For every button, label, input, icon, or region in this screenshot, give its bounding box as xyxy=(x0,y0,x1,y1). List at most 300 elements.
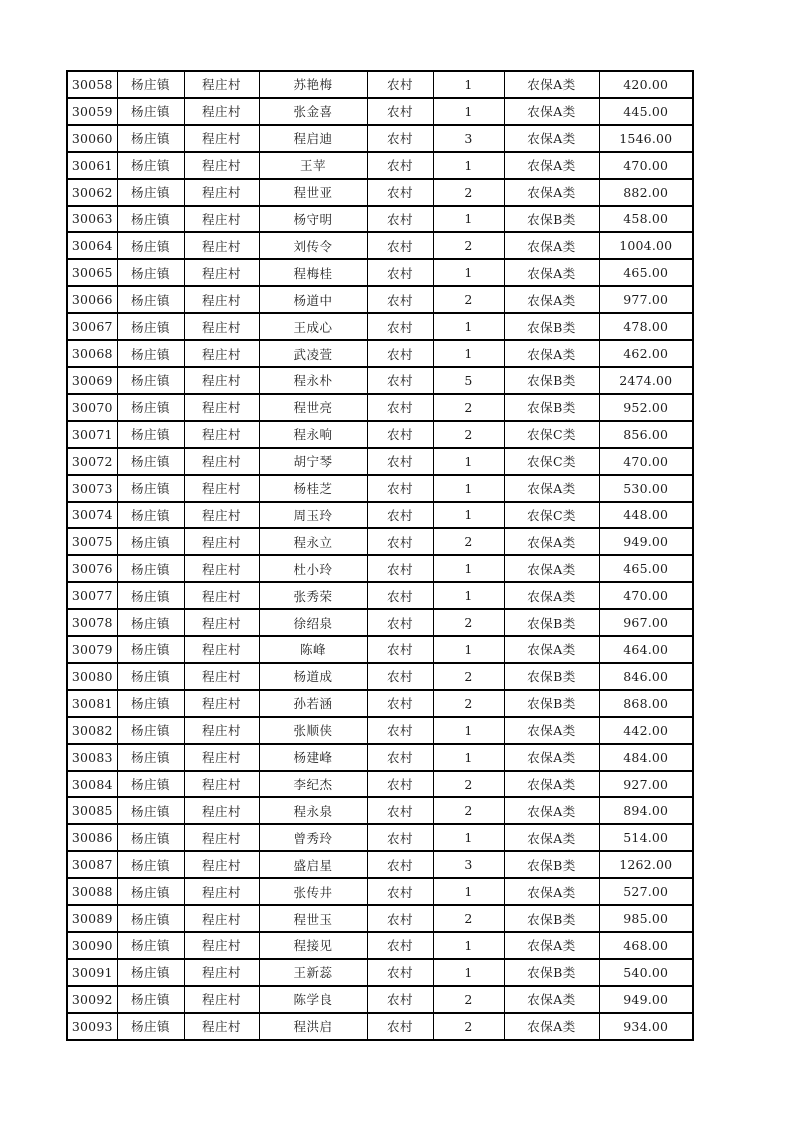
cell-village: 程庄村 xyxy=(184,609,259,636)
cell-person-name: 程启迪 xyxy=(259,125,367,152)
table-row xyxy=(67,690,693,717)
cell-person-count: 1 xyxy=(433,582,504,609)
cell-insurance-category: 农保A类 xyxy=(504,98,599,125)
cell-serial-number: 30091 xyxy=(67,959,117,986)
cell-person-name: 程洪启 xyxy=(259,1013,367,1040)
cell-residence-type: 农村 xyxy=(367,286,433,313)
cell-amount: 468.00 xyxy=(599,932,693,959)
cell-amount: 846.00 xyxy=(599,663,693,690)
cell-serial-number: 30062 xyxy=(67,179,117,206)
cell-serial-number: 30079 xyxy=(67,636,117,663)
cell-person-name: 杜小玲 xyxy=(259,555,367,582)
cell-serial-number: 30068 xyxy=(67,340,117,367)
cell-person-name: 程世亚 xyxy=(259,179,367,206)
cell-residence-type: 农村 xyxy=(367,851,433,878)
cell-residence-type: 农村 xyxy=(367,690,433,717)
cell-serial-number: 30069 xyxy=(67,367,117,394)
cell-village: 程庄村 xyxy=(184,986,259,1013)
cell-person-name: 程梅桂 xyxy=(259,259,367,286)
cell-residence-type: 农村 xyxy=(367,797,433,824)
cell-amount: 442.00 xyxy=(599,717,693,744)
cell-village: 程庄村 xyxy=(184,232,259,259)
cell-residence-type: 农村 xyxy=(367,259,433,286)
cell-insurance-category: 农保B类 xyxy=(504,206,599,233)
cell-village: 程庄村 xyxy=(184,690,259,717)
cell-amount: 470.00 xyxy=(599,152,693,179)
cell-village: 程庄村 xyxy=(184,313,259,340)
cell-town: 杨庄镇 xyxy=(117,797,184,824)
cell-town: 杨庄镇 xyxy=(117,232,184,259)
cell-residence-type: 农村 xyxy=(367,502,433,529)
table-row xyxy=(67,152,693,179)
cell-serial-number: 30077 xyxy=(67,582,117,609)
cell-residence-type: 农村 xyxy=(367,367,433,394)
cell-village: 程庄村 xyxy=(184,744,259,771)
cell-amount: 420.00 xyxy=(599,71,693,98)
cell-person-name: 张金喜 xyxy=(259,98,367,125)
cell-village: 程庄村 xyxy=(184,555,259,582)
cell-person-count: 2 xyxy=(433,286,504,313)
cell-residence-type: 农村 xyxy=(367,824,433,851)
cell-person-name: 刘传令 xyxy=(259,232,367,259)
cell-amount: 927.00 xyxy=(599,771,693,798)
cell-residence-type: 农村 xyxy=(367,179,433,206)
cell-person-count: 2 xyxy=(433,771,504,798)
cell-amount: 856.00 xyxy=(599,421,693,448)
cell-person-name: 孙若涵 xyxy=(259,690,367,717)
cell-residence-type: 农村 xyxy=(367,394,433,421)
cell-person-count: 1 xyxy=(433,71,504,98)
cell-serial-number: 30088 xyxy=(67,878,117,905)
cell-person-name: 李纪杰 xyxy=(259,771,367,798)
cell-serial-number: 30087 xyxy=(67,851,117,878)
cell-person-name: 杨建峰 xyxy=(259,744,367,771)
cell-amount: 527.00 xyxy=(599,878,693,905)
table-row xyxy=(67,717,693,744)
cell-person-name: 曾秀玲 xyxy=(259,824,367,851)
cell-insurance-category: 农保B类 xyxy=(504,367,599,394)
cell-person-count: 2 xyxy=(433,394,504,421)
cell-town: 杨庄镇 xyxy=(117,663,184,690)
table-row xyxy=(67,367,693,394)
cell-town: 杨庄镇 xyxy=(117,259,184,286)
cell-residence-type: 农村 xyxy=(367,1013,433,1040)
table-row xyxy=(67,475,693,502)
table-body xyxy=(67,71,693,1040)
cell-amount: 465.00 xyxy=(599,259,693,286)
cell-amount: 977.00 xyxy=(599,286,693,313)
cell-person-count: 2 xyxy=(433,663,504,690)
cell-insurance-category: 农保C类 xyxy=(504,448,599,475)
cell-person-count: 1 xyxy=(433,502,504,529)
table-row xyxy=(67,232,693,259)
cell-person-name: 程永立 xyxy=(259,528,367,555)
table-row xyxy=(67,71,693,98)
cell-serial-number: 30065 xyxy=(67,259,117,286)
cell-person-name: 徐绍泉 xyxy=(259,609,367,636)
cell-person-count: 2 xyxy=(433,986,504,1013)
cell-residence-type: 农村 xyxy=(367,932,433,959)
cell-amount: 514.00 xyxy=(599,824,693,851)
cell-person-count: 1 xyxy=(433,448,504,475)
cell-amount: 478.00 xyxy=(599,313,693,340)
cell-village: 程庄村 xyxy=(184,367,259,394)
cell-town: 杨庄镇 xyxy=(117,528,184,555)
table-row xyxy=(67,771,693,798)
cell-amount: 1262.00 xyxy=(599,851,693,878)
cell-person-count: 1 xyxy=(433,555,504,582)
cell-residence-type: 农村 xyxy=(367,152,433,179)
cell-serial-number: 30067 xyxy=(67,313,117,340)
table-row xyxy=(67,125,693,152)
cell-serial-number: 30060 xyxy=(67,125,117,152)
cell-insurance-category: 农保B类 xyxy=(504,851,599,878)
cell-town: 杨庄镇 xyxy=(117,152,184,179)
table-row xyxy=(67,905,693,932)
table-row xyxy=(67,932,693,959)
cell-serial-number: 30073 xyxy=(67,475,117,502)
cell-person-count: 1 xyxy=(433,206,504,233)
cell-person-name: 杨道中 xyxy=(259,286,367,313)
cell-town: 杨庄镇 xyxy=(117,179,184,206)
cell-village: 程庄村 xyxy=(184,125,259,152)
cell-insurance-category: 农保A类 xyxy=(504,232,599,259)
cell-town: 杨庄镇 xyxy=(117,824,184,851)
cell-insurance-category: 农保B类 xyxy=(504,609,599,636)
cell-person-count: 2 xyxy=(433,797,504,824)
cell-insurance-category: 农保C类 xyxy=(504,502,599,529)
cell-residence-type: 农村 xyxy=(367,582,433,609)
cell-village: 程庄村 xyxy=(184,259,259,286)
cell-amount: 949.00 xyxy=(599,986,693,1013)
cell-village: 程庄村 xyxy=(184,797,259,824)
cell-insurance-category: 农保A类 xyxy=(504,528,599,555)
cell-serial-number: 30093 xyxy=(67,1013,117,1040)
cell-residence-type: 农村 xyxy=(367,313,433,340)
cell-insurance-category: 农保B类 xyxy=(504,905,599,932)
table-row xyxy=(67,448,693,475)
cell-amount: 985.00 xyxy=(599,905,693,932)
cell-serial-number: 30074 xyxy=(67,502,117,529)
cell-town: 杨庄镇 xyxy=(117,609,184,636)
cell-person-count: 2 xyxy=(433,179,504,206)
cell-town: 杨庄镇 xyxy=(117,959,184,986)
table-row xyxy=(67,824,693,851)
cell-person-name: 王苹 xyxy=(259,152,367,179)
cell-town: 杨庄镇 xyxy=(117,394,184,421)
cell-amount: 464.00 xyxy=(599,636,693,663)
cell-village: 程庄村 xyxy=(184,340,259,367)
cell-person-name: 陈峰 xyxy=(259,636,367,663)
cell-residence-type: 农村 xyxy=(367,663,433,690)
cell-serial-number: 30076 xyxy=(67,555,117,582)
cell-residence-type: 农村 xyxy=(367,905,433,932)
cell-amount: 530.00 xyxy=(599,475,693,502)
table-row xyxy=(67,609,693,636)
cell-amount: 952.00 xyxy=(599,394,693,421)
cell-amount: 934.00 xyxy=(599,1013,693,1040)
cell-insurance-category: 农保A类 xyxy=(504,582,599,609)
cell-person-name: 程永泉 xyxy=(259,797,367,824)
cell-insurance-category: 农保A类 xyxy=(504,986,599,1013)
cell-insurance-category: 农保A类 xyxy=(504,259,599,286)
cell-residence-type: 农村 xyxy=(367,528,433,555)
cell-village: 程庄村 xyxy=(184,771,259,798)
cell-person-name: 周玉玲 xyxy=(259,502,367,529)
cell-town: 杨庄镇 xyxy=(117,878,184,905)
cell-amount: 894.00 xyxy=(599,797,693,824)
cell-village: 程庄村 xyxy=(184,448,259,475)
cell-town: 杨庄镇 xyxy=(117,125,184,152)
cell-village: 程庄村 xyxy=(184,663,259,690)
cell-residence-type: 农村 xyxy=(367,71,433,98)
cell-village: 程庄村 xyxy=(184,179,259,206)
cell-amount: 470.00 xyxy=(599,448,693,475)
cell-person-count: 1 xyxy=(433,744,504,771)
table-row xyxy=(67,986,693,1013)
cell-insurance-category: 农保A类 xyxy=(504,475,599,502)
cell-amount: 462.00 xyxy=(599,340,693,367)
table-row xyxy=(67,582,693,609)
cell-person-name: 盛启星 xyxy=(259,851,367,878)
cell-person-name: 张秀荣 xyxy=(259,582,367,609)
cell-serial-number: 30071 xyxy=(67,421,117,448)
cell-person-count: 3 xyxy=(433,125,504,152)
table-row xyxy=(67,259,693,286)
cell-insurance-category: 农保B类 xyxy=(504,313,599,340)
cell-amount: 448.00 xyxy=(599,502,693,529)
cell-serial-number: 30066 xyxy=(67,286,117,313)
cell-person-name: 苏艳梅 xyxy=(259,71,367,98)
table-row xyxy=(67,340,693,367)
cell-residence-type: 农村 xyxy=(367,717,433,744)
cell-person-name: 王成心 xyxy=(259,313,367,340)
cell-person-count: 2 xyxy=(433,232,504,259)
cell-town: 杨庄镇 xyxy=(117,744,184,771)
cell-residence-type: 农村 xyxy=(367,744,433,771)
cell-person-count: 1 xyxy=(433,259,504,286)
table-row xyxy=(67,206,693,233)
table-row xyxy=(67,555,693,582)
cell-person-name: 陈学良 xyxy=(259,986,367,1013)
cell-person-count: 1 xyxy=(433,475,504,502)
cell-person-count: 3 xyxy=(433,851,504,878)
cell-person-count: 1 xyxy=(433,636,504,663)
cell-village: 程庄村 xyxy=(184,636,259,663)
cell-residence-type: 农村 xyxy=(367,421,433,448)
cell-residence-type: 农村 xyxy=(367,448,433,475)
cell-person-count: 1 xyxy=(433,340,504,367)
table-row xyxy=(67,502,693,529)
cell-serial-number: 30070 xyxy=(67,394,117,421)
cell-village: 程庄村 xyxy=(184,959,259,986)
cell-village: 程庄村 xyxy=(184,502,259,529)
cell-person-count: 2 xyxy=(433,528,504,555)
cell-person-count: 1 xyxy=(433,717,504,744)
cell-serial-number: 30064 xyxy=(67,232,117,259)
table-row xyxy=(67,1013,693,1040)
table-row xyxy=(67,959,693,986)
cell-insurance-category: 农保A类 xyxy=(504,340,599,367)
cell-residence-type: 农村 xyxy=(367,340,433,367)
cell-insurance-category: 农保A类 xyxy=(504,555,599,582)
cell-village: 程庄村 xyxy=(184,528,259,555)
cell-town: 杨庄镇 xyxy=(117,313,184,340)
cell-insurance-category: 农保A类 xyxy=(504,286,599,313)
cell-person-count: 2 xyxy=(433,1013,504,1040)
cell-person-name: 程世亮 xyxy=(259,394,367,421)
table-row xyxy=(67,851,693,878)
cell-person-name: 杨桂芝 xyxy=(259,475,367,502)
cell-residence-type: 农村 xyxy=(367,636,433,663)
cell-amount: 882.00 xyxy=(599,179,693,206)
cell-insurance-category: 农保B类 xyxy=(504,663,599,690)
table-row xyxy=(67,636,693,663)
cell-person-name: 胡宁琴 xyxy=(259,448,367,475)
table-row xyxy=(67,179,693,206)
cell-village: 程庄村 xyxy=(184,152,259,179)
cell-village: 程庄村 xyxy=(184,905,259,932)
cell-residence-type: 农村 xyxy=(367,98,433,125)
cell-town: 杨庄镇 xyxy=(117,851,184,878)
cell-insurance-category: 农保A类 xyxy=(504,152,599,179)
cell-town: 杨庄镇 xyxy=(117,905,184,932)
cell-serial-number: 30085 xyxy=(67,797,117,824)
cell-town: 杨庄镇 xyxy=(117,582,184,609)
cell-town: 杨庄镇 xyxy=(117,932,184,959)
cell-insurance-category: 农保A类 xyxy=(504,71,599,98)
cell-person-name: 程接见 xyxy=(259,932,367,959)
cell-insurance-category: 农保A类 xyxy=(504,797,599,824)
cell-amount: 445.00 xyxy=(599,98,693,125)
cell-person-name: 王新蕊 xyxy=(259,959,367,986)
cell-serial-number: 30081 xyxy=(67,690,117,717)
cell-serial-number: 30063 xyxy=(67,206,117,233)
cell-amount: 484.00 xyxy=(599,744,693,771)
table-row xyxy=(67,797,693,824)
cell-person-count: 2 xyxy=(433,905,504,932)
cell-residence-type: 农村 xyxy=(367,986,433,1013)
cell-serial-number: 30058 xyxy=(67,71,117,98)
cell-person-count: 2 xyxy=(433,421,504,448)
cell-person-count: 2 xyxy=(433,609,504,636)
cell-insurance-category: 农保A类 xyxy=(504,932,599,959)
cell-residence-type: 农村 xyxy=(367,771,433,798)
cell-town: 杨庄镇 xyxy=(117,636,184,663)
table-row xyxy=(67,878,693,905)
cell-serial-number: 30089 xyxy=(67,905,117,932)
cell-town: 杨庄镇 xyxy=(117,986,184,1013)
cell-village: 程庄村 xyxy=(184,286,259,313)
cell-person-count: 1 xyxy=(433,313,504,340)
cell-person-name: 程世玉 xyxy=(259,905,367,932)
cell-insurance-category: 农保B类 xyxy=(504,690,599,717)
cell-village: 程庄村 xyxy=(184,851,259,878)
cell-serial-number: 30078 xyxy=(67,609,117,636)
cell-village: 程庄村 xyxy=(184,394,259,421)
cell-serial-number: 30086 xyxy=(67,824,117,851)
cell-person-count: 2 xyxy=(433,690,504,717)
cell-serial-number: 30059 xyxy=(67,98,117,125)
cell-serial-number: 30075 xyxy=(67,528,117,555)
cell-person-count: 1 xyxy=(433,98,504,125)
cell-residence-type: 农村 xyxy=(367,206,433,233)
cell-town: 杨庄镇 xyxy=(117,367,184,394)
cell-insurance-category: 农保A类 xyxy=(504,744,599,771)
table-row xyxy=(67,98,693,125)
cell-town: 杨庄镇 xyxy=(117,771,184,798)
cell-person-count: 1 xyxy=(433,959,504,986)
cell-serial-number: 30092 xyxy=(67,986,117,1013)
cell-insurance-category: 农保A类 xyxy=(504,1013,599,1040)
cell-person-count: 5 xyxy=(433,367,504,394)
cell-village: 程庄村 xyxy=(184,1013,259,1040)
cell-town: 杨庄镇 xyxy=(117,475,184,502)
cell-amount: 1004.00 xyxy=(599,232,693,259)
cell-town: 杨庄镇 xyxy=(117,502,184,529)
cell-town: 杨庄镇 xyxy=(117,286,184,313)
cell-village: 程庄村 xyxy=(184,582,259,609)
cell-insurance-category: 农保A类 xyxy=(504,717,599,744)
table-row xyxy=(67,528,693,555)
cell-serial-number: 30072 xyxy=(67,448,117,475)
cell-amount: 465.00 xyxy=(599,555,693,582)
cell-town: 杨庄镇 xyxy=(117,98,184,125)
cell-insurance-category: 农保A类 xyxy=(504,179,599,206)
table-row xyxy=(67,394,693,421)
cell-village: 程庄村 xyxy=(184,98,259,125)
cell-amount: 2474.00 xyxy=(599,367,693,394)
cell-residence-type: 农村 xyxy=(367,232,433,259)
cell-person-name: 张传井 xyxy=(259,878,367,905)
cell-amount: 540.00 xyxy=(599,959,693,986)
cell-serial-number: 30084 xyxy=(67,771,117,798)
cell-person-count: 1 xyxy=(433,152,504,179)
cell-village: 程庄村 xyxy=(184,932,259,959)
cell-person-name: 杨道成 xyxy=(259,663,367,690)
cell-residence-type: 农村 xyxy=(367,125,433,152)
cell-town: 杨庄镇 xyxy=(117,448,184,475)
cell-amount: 967.00 xyxy=(599,609,693,636)
cell-amount: 458.00 xyxy=(599,206,693,233)
cell-village: 程庄村 xyxy=(184,421,259,448)
cell-residence-type: 农村 xyxy=(367,555,433,582)
cell-insurance-category: 农保A类 xyxy=(504,824,599,851)
cell-village: 程庄村 xyxy=(184,475,259,502)
table-row xyxy=(67,313,693,340)
cell-village: 程庄村 xyxy=(184,824,259,851)
table-row xyxy=(67,286,693,313)
cell-person-name: 张顺侠 xyxy=(259,717,367,744)
cell-person-name: 杨守明 xyxy=(259,206,367,233)
cell-insurance-category: 农保B类 xyxy=(504,394,599,421)
cell-residence-type: 农村 xyxy=(367,609,433,636)
cell-serial-number: 30080 xyxy=(67,663,117,690)
table-row xyxy=(67,421,693,448)
cell-town: 杨庄镇 xyxy=(117,555,184,582)
cell-insurance-category: 农保C类 xyxy=(504,421,599,448)
cell-town: 杨庄镇 xyxy=(117,421,184,448)
cell-amount: 470.00 xyxy=(599,582,693,609)
cell-town: 杨庄镇 xyxy=(117,340,184,367)
cell-village: 程庄村 xyxy=(184,71,259,98)
cell-serial-number: 30061 xyxy=(67,152,117,179)
cell-insurance-category: 农保A类 xyxy=(504,771,599,798)
cell-amount: 868.00 xyxy=(599,690,693,717)
cell-amount: 1546.00 xyxy=(599,125,693,152)
cell-town: 杨庄镇 xyxy=(117,717,184,744)
cell-person-count: 1 xyxy=(433,878,504,905)
